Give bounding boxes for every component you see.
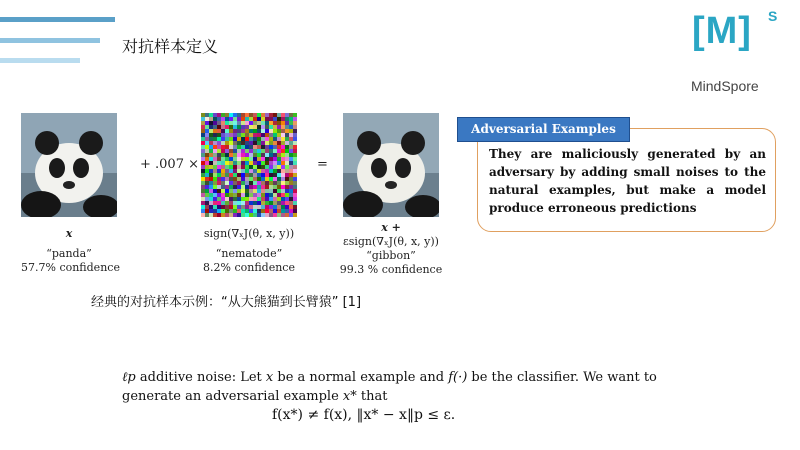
noise-picture [201,113,297,217]
gibbon-caption [324,221,458,277]
lp-symbol: ℓp [122,370,136,385]
noise-expr: sign(∇ₓJ(θ, x, y)) [203,227,295,240]
gibbon-label: “gibbon” [366,249,416,262]
callout-tag: Adversarial Examples [457,117,630,142]
logo-name: MindSpore [691,78,759,94]
callout-text: They are maliciously generated by an adversary by adding small noises to the natural examples, but make a model produce erroneous predictions [489,147,766,215]
noise-text-a: additive noise: Let [135,370,266,385]
noise-definition [122,368,682,406]
panda-image [21,113,117,217]
panda-caption [21,227,120,275]
noise-caption [184,227,314,275]
operator-equals: = [317,157,328,172]
constraint-formula: f(x*) ≠ f(x), ‖x* − x‖p ≤ ε. [272,407,456,423]
panda-expr: x [65,227,73,240]
mindspore-logo [688,8,788,98]
accent-bar-2 [0,38,100,43]
gibbon-expr-line2: εsign(∇ₓJ(θ, x, y)) [343,235,439,248]
func-f: f(·) [448,370,468,385]
operator-plus: + .007 × [140,157,199,172]
noise-confidence: 8.2% confidence [203,261,295,274]
noise-text-c: be the classifier. We want to generate an adversarial example [122,370,657,404]
accent-bar-3 [0,58,80,63]
noise-label: “nematode” [215,247,283,260]
noise-text-b: be a normal example and [273,370,449,385]
noise-text-d: that [356,389,388,404]
gibbon-expr-line1: x + [381,221,401,234]
panda-confidence: 57.7% confidence [21,261,120,274]
panda-adversarial-picture [343,113,439,217]
panda-label: “panda” [46,247,92,260]
panda-picture [21,113,117,217]
accent-bar-1 [0,17,115,22]
figure-caption: 经典的对抗样本示例：“从大熊猫到长臂猿” [1] [91,295,362,310]
var-x: x [265,370,274,385]
logo-mark: [M] [692,10,752,52]
noise-image [201,113,297,217]
slide-title: 对抗样本定义 [122,37,219,56]
var-xstar: x* [342,389,357,404]
adversarial-figure [16,105,462,320]
gibbon-confidence: 99.3 % confidence [339,263,443,276]
logo-superscript: S [768,8,778,24]
gibbon-image [343,113,439,217]
